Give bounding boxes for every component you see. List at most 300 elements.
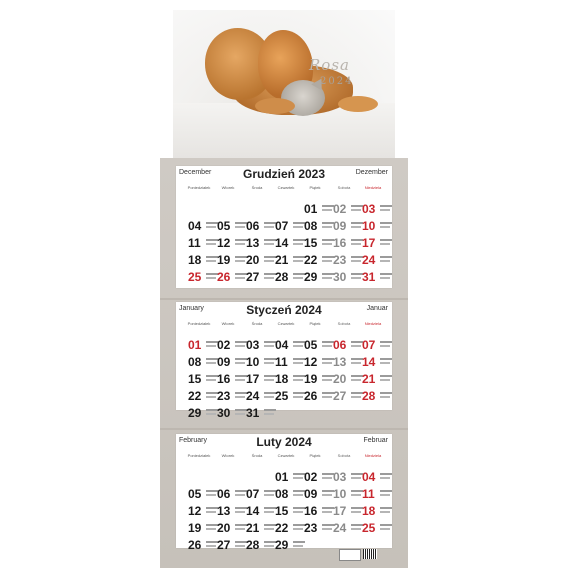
nameday-text-line [380, 260, 390, 262]
day-number: 10 [246, 355, 260, 369]
day-cell [333, 470, 363, 484]
day-cell [333, 253, 363, 267]
nameday-text-line [322, 260, 332, 262]
day-cell [362, 487, 392, 501]
day-cell [246, 521, 276, 535]
day-cell [217, 487, 247, 501]
day-cell [188, 487, 218, 501]
nameday-text-line [293, 362, 303, 364]
day-cell [333, 270, 363, 284]
nameday-text-line [264, 362, 274, 364]
day-number: 02 [333, 202, 347, 216]
nameday-text-line [235, 528, 245, 530]
nameday-text-line [235, 494, 245, 496]
day-cell [246, 253, 276, 267]
nameday-text-line [380, 239, 392, 241]
day-number: 27 [246, 270, 260, 284]
day-number: 28 [362, 389, 376, 403]
day-cell [246, 270, 276, 284]
nameday-text-line [380, 205, 392, 207]
month-panel-february [176, 434, 392, 552]
day-cell [362, 202, 392, 216]
day-number: 20 [217, 521, 231, 535]
nameday-text-line [206, 545, 216, 547]
day-cell [362, 270, 392, 284]
nameday-text-line [264, 413, 274, 415]
nameday-text-line [380, 528, 390, 530]
day-number: 01 [304, 202, 318, 216]
nameday-text-line [293, 494, 303, 496]
day-cell [246, 236, 276, 250]
day-number: 17 [333, 504, 347, 518]
day-cell [188, 504, 218, 518]
nameday-text-line [380, 477, 390, 479]
weekday-label: Czwartek [277, 185, 295, 190]
weekday-label: Sobota [337, 321, 351, 326]
day-number: 14 [246, 504, 260, 518]
nameday-text-line [351, 243, 361, 245]
day-number: 27 [333, 389, 347, 403]
weekday-label: Wtorek [221, 321, 235, 326]
nameday-text-line [322, 396, 332, 398]
day-number: 05 [304, 338, 318, 352]
day-cell [275, 389, 305, 403]
weekday-label: Czwartek [277, 321, 295, 326]
day-cell [362, 253, 392, 267]
day-number: 14 [275, 236, 289, 250]
day-number: 22 [304, 253, 318, 267]
day-cell [188, 406, 218, 420]
day-number: 11 [275, 355, 288, 369]
nameday-text-line [235, 243, 245, 245]
day-cell [188, 253, 218, 267]
day-cell [333, 372, 363, 386]
nameday-text-line [293, 243, 303, 245]
nameday-text-line [351, 396, 361, 398]
day-cell [246, 406, 276, 420]
nameday-text-line [206, 494, 216, 496]
day-cell [275, 521, 305, 535]
nameday-text-line [206, 362, 216, 364]
day-number: 04 [275, 338, 289, 352]
month-title: Styczeń 2024 [246, 303, 322, 317]
day-number: 26 [217, 270, 231, 284]
nameday-text-line [264, 409, 276, 411]
nameday-text-line [293, 477, 303, 479]
day-cell [362, 219, 392, 233]
day-number: 07 [246, 487, 260, 501]
day-cell [217, 406, 247, 420]
nameday-text-line [322, 528, 332, 530]
day-number: 10 [333, 487, 347, 501]
day-cell [362, 372, 392, 386]
day-cell [275, 219, 305, 233]
nameday-text-line [235, 396, 245, 398]
day-number: 11 [188, 236, 201, 250]
nameday-text-line [235, 545, 245, 547]
nameday-text-line [380, 256, 392, 258]
nameday-text-line [206, 243, 216, 245]
nameday-text-line [322, 345, 332, 347]
day-number: 03 [246, 338, 260, 352]
weekday-label: Piątek [309, 185, 321, 190]
day-number: 12 [188, 504, 202, 518]
day-cell [304, 219, 334, 233]
day-cell [333, 521, 363, 535]
day-number: 01 [188, 338, 202, 352]
day-cell [304, 372, 334, 386]
nameday-text-line [206, 345, 216, 347]
nameday-text-line [206, 226, 216, 228]
day-number: 28 [246, 538, 260, 552]
weekday-label: Czwartek [277, 453, 295, 458]
day-number: 16 [304, 504, 318, 518]
nameday-text-line [322, 226, 332, 228]
nameday-text-line [264, 545, 274, 547]
nameday-text-line [322, 362, 332, 364]
day-cell [188, 538, 218, 552]
day-number: 08 [188, 355, 202, 369]
nameday-text-line [293, 260, 303, 262]
day-cell [304, 521, 334, 535]
weekday-label: Środa [251, 321, 263, 326]
weekday-label: Wtorek [221, 185, 235, 190]
nameday-text-line [264, 260, 274, 262]
nameday-text-line [380, 362, 390, 364]
weekday-label: Środa [251, 185, 263, 190]
nameday-text-line [206, 396, 216, 398]
day-cell [304, 389, 334, 403]
day-cell [362, 236, 392, 250]
header-year: 2024 [320, 76, 354, 87]
day-number: 25 [188, 270, 202, 284]
month-english-name: January [179, 305, 204, 312]
nameday-text-line [380, 507, 392, 509]
weekday-label: Niedziela [364, 321, 382, 326]
nameday-text-line [235, 345, 245, 347]
day-number: 18 [188, 253, 202, 267]
day-cell [217, 338, 247, 352]
nameday-text-line [380, 345, 390, 347]
nameday-text-line [235, 277, 245, 279]
day-number: 24 [362, 253, 376, 267]
nameday-text-line [380, 375, 392, 377]
day-cell [304, 270, 334, 284]
day-number: 31 [246, 406, 260, 420]
day-cell [333, 202, 363, 216]
nameday-text-line [380, 392, 392, 394]
day-cell [217, 355, 247, 369]
day-number: 03 [333, 470, 347, 484]
day-cell [275, 270, 305, 284]
nameday-text-line [264, 528, 274, 530]
nameday-text-line [351, 209, 361, 211]
day-cell [275, 236, 305, 250]
day-cell [246, 389, 276, 403]
day-cell [362, 470, 392, 484]
day-number: 06 [246, 219, 260, 233]
day-number: 15 [304, 236, 318, 250]
day-cell [188, 355, 218, 369]
dog-paw-shape [338, 96, 378, 112]
nameday-text-line [322, 379, 332, 381]
nameday-text-line [380, 222, 392, 224]
day-number: 05 [217, 219, 231, 233]
day-cell [304, 202, 334, 216]
nameday-text-line [380, 490, 392, 492]
month-german-name: Februar [363, 437, 388, 444]
nameday-text-line [351, 528, 361, 530]
day-number: 14 [362, 355, 376, 369]
nameday-text-line [351, 362, 361, 364]
day-number: 09 [304, 487, 318, 501]
header-script-title: Rosa [309, 56, 350, 74]
day-cell [275, 338, 305, 352]
day-number: 22 [188, 389, 202, 403]
weekday-label: Poniedziałek [187, 321, 211, 326]
day-number: 27 [217, 538, 231, 552]
month-title: Grudzień 2023 [242, 167, 326, 181]
day-number: 13 [333, 355, 347, 369]
day-number: 29 [188, 406, 202, 420]
nameday-text-line [380, 341, 392, 343]
day-cell [217, 538, 247, 552]
nameday-text-line [293, 277, 303, 279]
day-cell [304, 236, 334, 250]
day-cell [304, 487, 334, 501]
day-number: 23 [217, 389, 231, 403]
nameday-text-line [293, 226, 303, 228]
day-number: 04 [362, 470, 376, 484]
day-cell [304, 355, 334, 369]
day-number: 12 [304, 355, 318, 369]
day-number: 25 [362, 521, 376, 535]
month-panel-december [176, 166, 392, 288]
weekday-label: Sobota [337, 185, 351, 190]
day-cell [246, 538, 276, 552]
day-number: 02 [217, 338, 231, 352]
day-cell [362, 338, 392, 352]
board-fold [160, 428, 408, 430]
day-cell [217, 253, 247, 267]
weekday-label: Niedziela [364, 185, 382, 190]
nameday-text-line [264, 243, 274, 245]
day-cell [188, 389, 218, 403]
day-number: 31 [362, 270, 376, 284]
nameday-text-line [293, 541, 305, 543]
day-number: 16 [333, 236, 347, 250]
month-english-name: February [179, 437, 208, 444]
day-number: 23 [304, 521, 318, 535]
day-number: 24 [246, 389, 260, 403]
day-number: 15 [188, 372, 202, 386]
nameday-text-line [264, 396, 274, 398]
day-number: 13 [217, 504, 231, 518]
day-cell [188, 372, 218, 386]
nameday-text-line [322, 477, 332, 479]
day-number: 11 [362, 487, 375, 501]
day-number: 28 [275, 270, 289, 284]
day-number: 29 [304, 270, 318, 284]
month-title: Luty 2024 [256, 435, 312, 449]
day-cell [333, 219, 363, 233]
day-cell [275, 355, 305, 369]
day-number: 07 [362, 338, 376, 352]
nameday-text-line [351, 226, 361, 228]
day-number: 30 [333, 270, 347, 284]
day-cell [275, 470, 305, 484]
day-cell [333, 389, 363, 403]
day-cell [275, 538, 305, 552]
nameday-text-line [293, 379, 303, 381]
nameday-text-line [235, 511, 245, 513]
nameday-text-line [380, 226, 390, 228]
day-cell [246, 504, 276, 518]
dog-paw-shape [255, 98, 295, 114]
nameday-text-line [264, 226, 274, 228]
nameday-text-line [206, 413, 216, 415]
day-cell [217, 236, 247, 250]
day-cell [362, 389, 392, 403]
nameday-text-line [322, 277, 332, 279]
day-cell [217, 504, 247, 518]
day-cell [188, 338, 218, 352]
nameday-text-line [206, 260, 216, 262]
nameday-text-line [206, 528, 216, 530]
day-number: 21 [275, 253, 289, 267]
nameday-text-line [380, 396, 390, 398]
nameday-text-line [380, 209, 390, 211]
day-number: 18 [362, 504, 376, 518]
day-cell [333, 504, 363, 518]
weekday-label: Niedziela [364, 453, 382, 458]
nameday-text-line [293, 396, 303, 398]
day-number: 09 [217, 355, 231, 369]
nameday-text-line [293, 528, 303, 530]
day-number: 08 [275, 487, 289, 501]
day-number: 13 [246, 236, 260, 250]
weekday-label: Poniedziałek [187, 453, 211, 458]
nameday-text-line [235, 413, 245, 415]
month-panel-january [176, 302, 392, 420]
nameday-text-line [351, 379, 361, 381]
nameday-text-line [351, 345, 361, 347]
nameday-text-line [322, 511, 332, 513]
nameday-text-line [293, 345, 303, 347]
day-cell [304, 504, 334, 518]
nameday-text-line [380, 511, 390, 513]
day-number: 26 [304, 389, 318, 403]
nameday-text-line [380, 277, 390, 279]
nameday-text-line [380, 524, 392, 526]
nameday-text-line [351, 494, 361, 496]
month-english-name: December [179, 169, 212, 176]
nameday-text-line [235, 226, 245, 228]
day-number: 01 [275, 470, 289, 484]
nameday-text-line [264, 494, 274, 496]
day-cell [188, 270, 218, 284]
day-cell [333, 236, 363, 250]
day-cell [362, 355, 392, 369]
day-cell [217, 521, 247, 535]
day-number: 15 [275, 504, 289, 518]
day-number: 29 [275, 538, 289, 552]
day-cell [333, 487, 363, 501]
day-cell [188, 521, 218, 535]
day-number: 06 [217, 487, 231, 501]
month-german-name: Dezember [355, 169, 388, 176]
nameday-text-line [264, 345, 274, 347]
day-number: 23 [333, 253, 347, 267]
weekday-label: Poniedziałek [187, 185, 211, 190]
board-fold [160, 298, 408, 300]
nameday-text-line [206, 379, 216, 381]
day-number: 20 [246, 253, 260, 267]
day-number: 12 [217, 236, 231, 250]
nameday-text-line [264, 277, 274, 279]
nameday-text-line [322, 494, 332, 496]
day-number: 21 [362, 372, 376, 386]
day-cell [275, 487, 305, 501]
nameday-text-line [380, 243, 390, 245]
nameday-text-line [380, 358, 392, 360]
day-number: 03 [362, 202, 376, 216]
day-cell [304, 338, 334, 352]
nameday-text-line [351, 277, 361, 279]
month-german-name: Januar [366, 305, 388, 312]
nameday-text-line [380, 494, 390, 496]
day-number: 26 [188, 538, 202, 552]
day-number: 04 [188, 219, 202, 233]
day-cell [362, 521, 392, 535]
nameday-text-line [380, 273, 392, 275]
nameday-text-line [351, 511, 361, 513]
weekday-label: Sobota [337, 453, 351, 458]
day-number: 19 [217, 253, 231, 267]
day-cell [217, 270, 247, 284]
day-number: 10 [362, 219, 376, 233]
day-cell [246, 372, 276, 386]
day-number: 19 [188, 521, 202, 535]
product-label [339, 549, 379, 563]
nameday-text-line [322, 243, 332, 245]
day-number: 16 [217, 372, 231, 386]
day-cell [275, 504, 305, 518]
day-cell [362, 504, 392, 518]
day-cell [275, 253, 305, 267]
day-number: 06 [333, 338, 347, 352]
weekday-label: Piątek [309, 453, 321, 458]
day-number: 20 [333, 372, 347, 386]
day-number: 05 [188, 487, 202, 501]
nameday-text-line [235, 379, 245, 381]
day-number: 17 [362, 236, 376, 250]
nameday-text-line [206, 277, 216, 279]
nameday-text-line [206, 511, 216, 513]
day-number: 07 [275, 219, 289, 233]
day-number: 09 [333, 219, 347, 233]
nameday-text-line [235, 362, 245, 364]
nameday-text-line [264, 379, 274, 381]
day-number: 17 [246, 372, 260, 386]
nameday-text-line [351, 477, 361, 479]
day-cell [275, 372, 305, 386]
barcode-icon [363, 549, 377, 559]
nameday-text-line [380, 473, 392, 475]
day-number: 02 [304, 470, 318, 484]
day-cell [333, 355, 363, 369]
day-cell [188, 236, 218, 250]
